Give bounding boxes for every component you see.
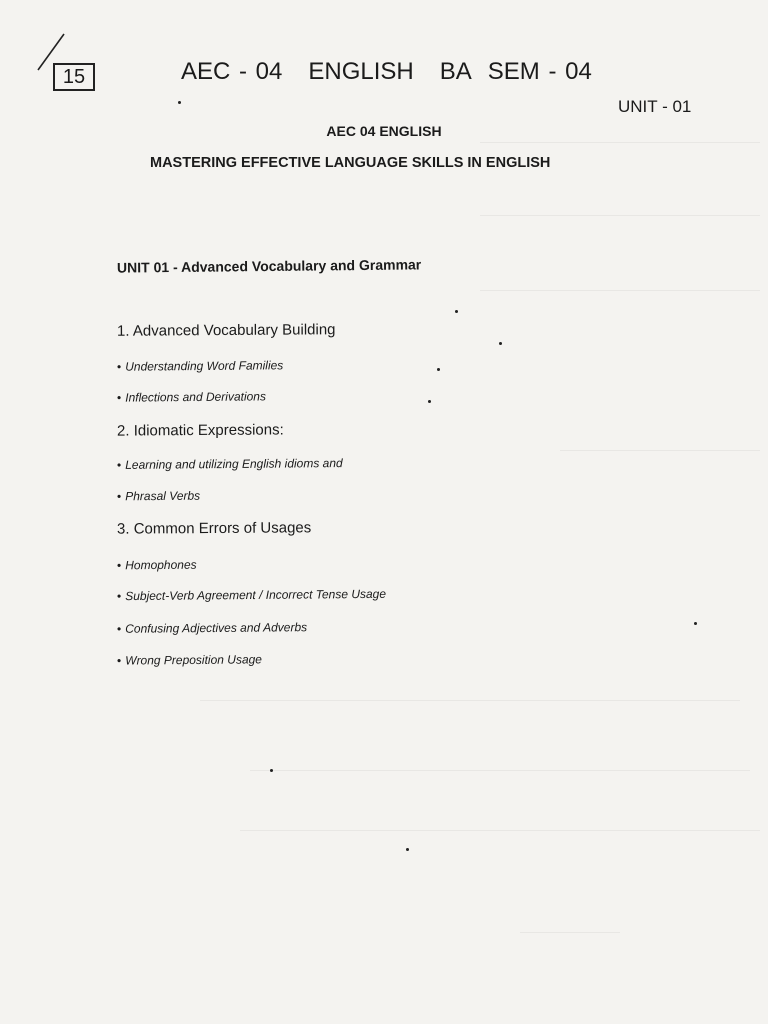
list-item-text: Learning and utilizing English idioms and: [125, 456, 343, 472]
bleed-through-line: [480, 290, 760, 291]
list-item-text: Phrasal Verbs: [125, 488, 201, 504]
bleed-through-line: [480, 215, 760, 216]
bleed-through-line: [200, 700, 740, 701]
list-item: [117, 456, 343, 472]
scan-speck: [178, 101, 181, 104]
bleed-through-line: [250, 770, 750, 771]
list-item-text: Wrong Preposition Usage: [125, 652, 262, 668]
scan-speck: [428, 400, 431, 403]
bullet-icon: •: [116, 621, 122, 636]
bullet-icon: •: [116, 489, 122, 504]
list-item-text: Homophones: [125, 557, 197, 573]
scan-speck: [455, 310, 458, 313]
list-item: [117, 358, 283, 373]
bullet-icon: •: [116, 457, 122, 472]
document-header-title: AEC - 04 ENGLISH BA SEM - 04: [181, 58, 592, 85]
bleed-through-line: [240, 830, 760, 831]
list-item: [117, 587, 386, 603]
bullet-icon: •: [116, 589, 122, 604]
bleed-through-line: [560, 450, 760, 451]
scan-speck: [499, 342, 502, 345]
list-item-text: Inflections and Derivations: [125, 389, 267, 405]
scan-speck: [694, 622, 697, 625]
page-number-box: 15: [53, 63, 95, 91]
course-title: AEC 04 ENGLISH: [326, 123, 442, 139]
bullet-icon: •: [116, 558, 122, 573]
scan-speck: [270, 769, 273, 772]
list-item-text: Understanding Word Families: [125, 358, 284, 374]
bleed-through-line: [520, 932, 620, 933]
unit-heading: UNIT 01 - Advanced Vocabulary and Grammar: [116, 256, 422, 276]
bullet-icon: •: [116, 359, 122, 374]
bullet-icon: •: [116, 653, 122, 668]
section-heading-common-errors: 3. Common Errors of Usages: [116, 519, 312, 538]
scan-speck: [437, 368, 440, 371]
list-item: [117, 489, 200, 504]
bullet-icon: •: [116, 390, 122, 405]
scan-speck: [406, 848, 409, 851]
list-item: [117, 558, 197, 573]
section-heading-vocabulary: 1. Advanced Vocabulary Building: [116, 321, 336, 340]
list-item: [117, 652, 262, 667]
bleed-through-line: [480, 142, 760, 143]
unit-tag: UNIT - 01: [618, 97, 692, 116]
course-subtitle: MASTERING EFFECTIVE LANGUAGE SKILLS IN ENGLISH: [150, 155, 551, 171]
list-item: [117, 389, 266, 404]
section-heading-idioms: 2. Idiomatic Expressions:: [116, 421, 284, 440]
list-item-text: Confusing Adjectives and Adverbs: [125, 620, 308, 636]
list-item: [117, 620, 307, 636]
list-item-text: Subject-Verb Agreement / Incorrect Tense Usage: [125, 586, 387, 604]
